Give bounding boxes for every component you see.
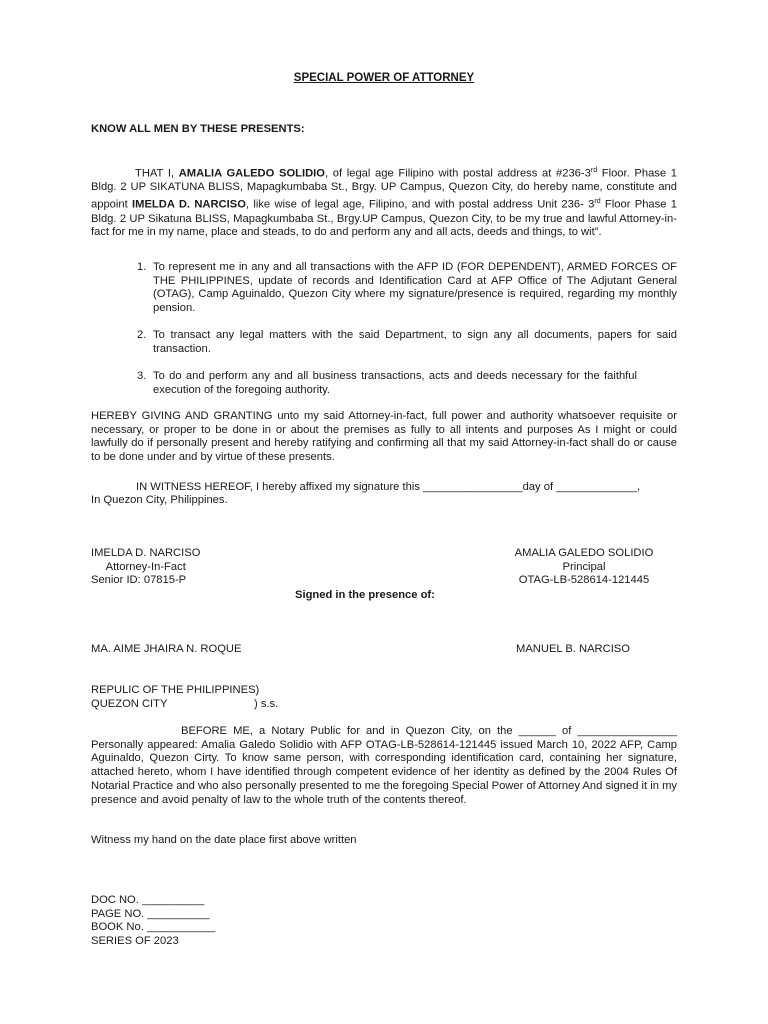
list-item: 3. To do and perform any and all business transactions, acts and deeds necessary for the faithful execution of the foregoing authority. <box>137 370 637 396</box>
notary-record-block <box>91 894 215 948</box>
witness-hand: Witness my hand on the date place first above written <box>91 834 357 846</box>
principal-signature-block: AMALIA GALEDO SOLIDIO Principal OTAG-LB-528614-121445 <box>514 547 654 586</box>
signed-presence: Signed in the presence of: <box>295 589 435 601</box>
salutation: KNOW ALL MEN BY THESE PRESENTS: <box>91 123 305 135</box>
witness-1-name: MA. AIME JHAIRA N. ROQUE <box>91 643 242 655</box>
series: SERIES OF 2023 <box>91 934 179 947</box>
doc-no: DOC NO. __________ <box>91 894 205 906</box>
city-line: QUEZON CITY <box>91 698 168 710</box>
ss-line: ) s.s. <box>254 698 279 710</box>
document-title: SPECIAL POWER OF ATTORNEY <box>293 72 475 84</box>
granting-paragraph: HEREBY GIVING AND GRANTING unto my said Attorney-in-fact, full power and authority whatsoever requisite or necessary, or proper to be done in or about the premises as fully to all intents and purposes As I might or could lawfully do if personally present and hereby ratifying and confirming all that my said Attorney-in-fact shall do or cause to be done under and by virtue of these presents. <box>91 410 677 464</box>
attorney-name: IMELDA D. NARCISO <box>132 198 246 211</box>
page-no: PAGE NO. __________ <box>91 907 210 920</box>
principal-name: AMALIA GALEDO SOLIDIO <box>178 167 325 180</box>
witness-line: IN WITNESS HEREOF, I hereby affixed my signature this ________________day of _____________, <box>136 481 641 493</box>
list-item: 1. To represent me in any and all transactions with the AFP ID (FOR DEPENDENT), ARMED FORCES OF THE PHILIPPINES, update of records and Identification Card at AFP Office of The Adjutant General (OTAG), Camp Aguinaldo, Quezon City where my signature/presence is required, regarding my monthly pension. <box>137 261 677 315</box>
list-item: 2. To transact any legal matters with the said Department, to sign any all documents, papers for said transaction. <box>137 329 677 355</box>
intro-paragraph: THAT I, AMALIA GALEDO SOLIDIO, of legal age Filipino with postal address at #236-3rd Floor. Phase 1 Bldg. 2 UP SIKATUNA BLISS, Mapagkumbaba St., Brgy. UP Campus, Quezon City, do hereby name, constitute and appoint IMELDA D. NARCISO, like wise of legal age, Filipino, and with postal address Unit 236- 3rd Floor Phase 1 Bldg. 2 UP Sikatuna BLISS, Mapagkumbaba St., Brgy.UP Campus, Quezon City, to be my true and lawful Attorney-in-fact for me in my name, place and steads, to do and perform any and all acts, deeds and things, to wit”. <box>91 167 678 239</box>
attorney-signature-block: IMELDA D. NARCISO Attorney-In-Fact Senior ID: 07815-P <box>91 547 201 586</box>
witness-2-name: MANUEL B. NARCISO <box>516 643 630 655</box>
witness-place: In Quezon City, Philippines. <box>91 494 228 506</box>
republic-line: REPULIC OF THE PHILIPPINES) <box>91 684 260 696</box>
book-no: BOOK No. ___________ <box>91 921 216 933</box>
notary-paragraph: BEFORE ME, a Notary Public for and in Quezon City, on the ______ of ________________ Personally appeared: Amalia Galedo Solidio with AFP OTAG-LB-528614-121445 issued March 10, 2022 AFP, Camp Aguinaldo, Quezon Cirty. To know same person, with corresponding identification card, containing her signature, attached hereto, whom I have identified through competent evidence of her identity as defined by the 2004 Rules Of Notarial Practice and who also personally presented to me the foregoing Special Power of Attorney And signed it in my presence and avoid penalty of law to the whole truth of the contents thereof. <box>91 725 677 806</box>
